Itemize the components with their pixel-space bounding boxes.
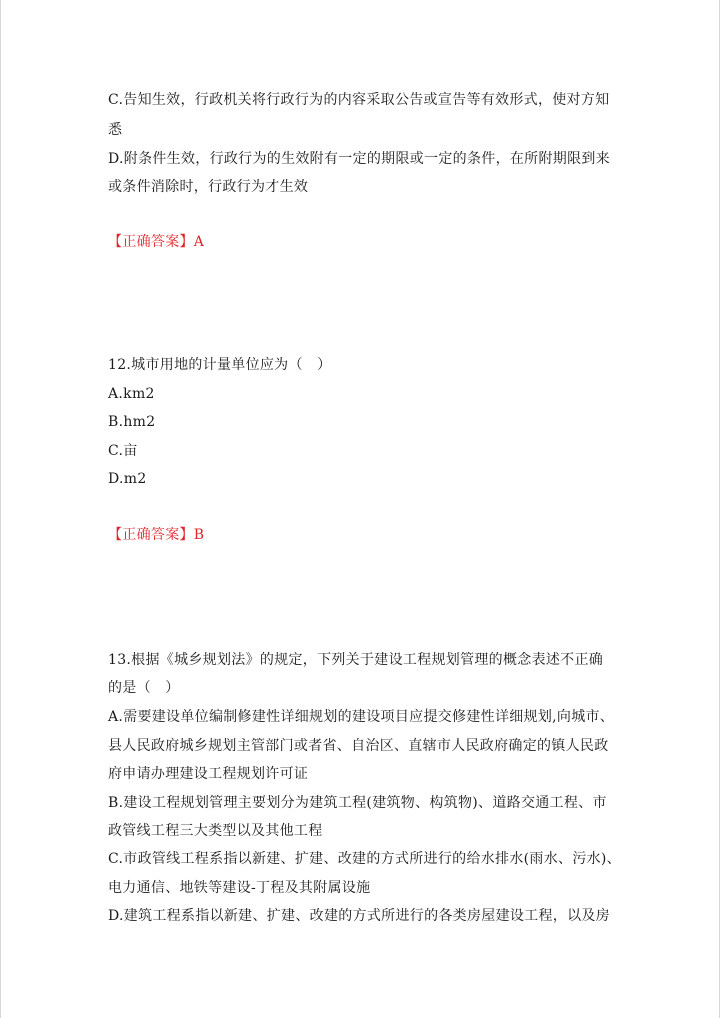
q13-option-a-line3: 府申请办理建设工程规划许可证 (108, 766, 309, 782)
q13-question-line2: 的是（ ） (108, 680, 180, 696)
q11-option-c-line1: C.告知生效，行政机关将行政行为的内容采取公告或宣告等有效形式，使对方知 (108, 92, 610, 108)
q11-option-c-line2: 悉 (108, 122, 123, 138)
page-border-left (0, 0, 1, 1018)
q12-question: 12.城市用地的计量单位应为（ ） (108, 357, 332, 373)
q13-option-a-line2: 县人民政府城乡规划主管部门或者省、自治区、直辖市人民政府确定的镇人民政 (108, 738, 609, 754)
q12-option-a: A.km2 (108, 386, 155, 402)
q13-option-b-line2: 政管线工程三大类型以及其他工程 (108, 823, 323, 839)
q12-option-d: D.m2 (108, 471, 147, 487)
q13-option-c-line2: 电力通信、地铁等建设-丁程及其附属设施 (108, 880, 371, 896)
q13-option-b-line1: B.建设工程规划管理主要划分为建筑工程(建筑物、构筑物)、道路交通工程、市 (108, 795, 607, 811)
q13-option-a-line1: A.需要建设单位编制修建性详细规划的建设项目应提交修建性详细规划,向城市、 (108, 709, 615, 725)
q12-option-c: C.亩 (108, 443, 138, 459)
q12-option-b: B.hm2 (108, 414, 156, 430)
q12-answer: 【正确答案】B (108, 527, 205, 543)
q11-option-d-line2: 或条件消除时，行政行为才生效 (108, 179, 309, 195)
q13-question-line1: 13.根据《城乡规划法》的规定，下列关于建设工程规划管理的概念表述不正确 (108, 652, 604, 668)
q11-answer: 【正确答案】A (108, 234, 205, 250)
q11-option-d-line1: D.附条件生效，行政行为的生效附有一定的期限或一定的条件，在所附期限到来 (108, 151, 610, 167)
q13-option-d-line1: D.建筑工程系指以新建、扩建、改建的方式所进行的各类房屋建设工程，以及房 (108, 908, 610, 924)
q13-option-c-line1: C.市政管线工程系指以新建、扩建、改建的方式所进行的给水排水(雨水、污水)、 (108, 851, 621, 867)
